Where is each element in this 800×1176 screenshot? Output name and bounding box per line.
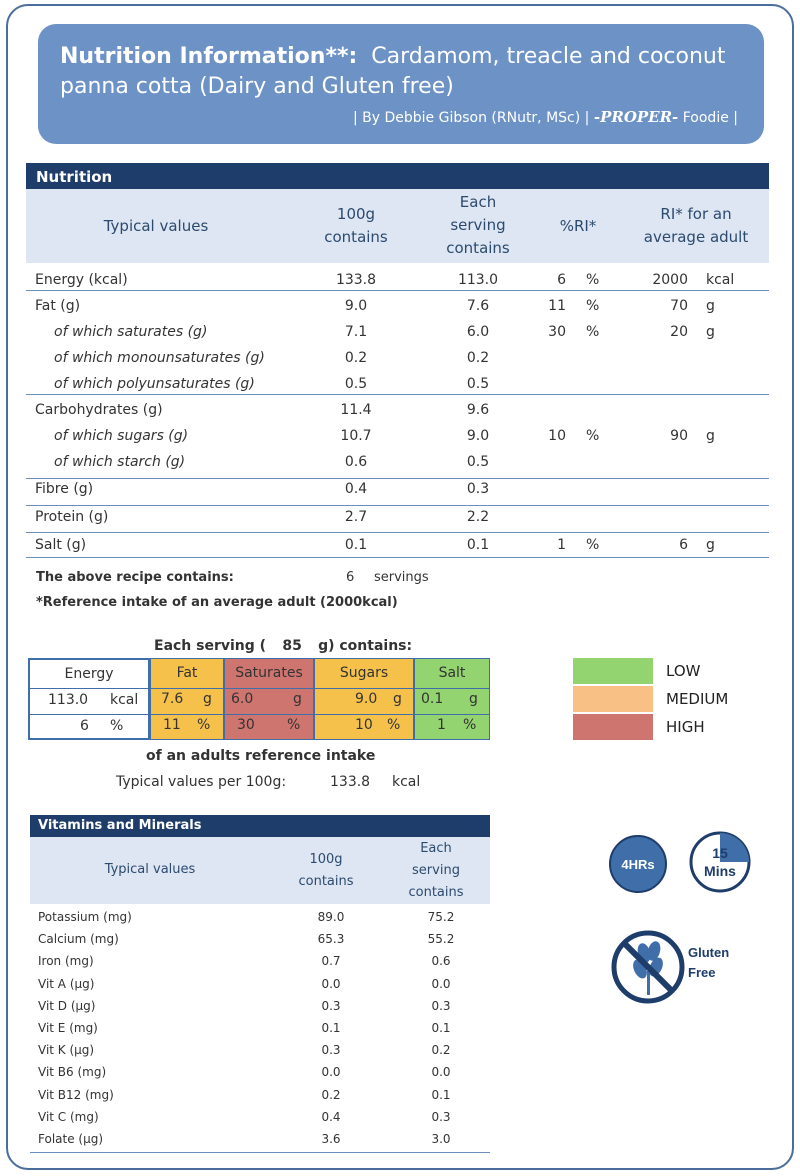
col-serving bbox=[418, 191, 538, 260]
ri-percent: 1 bbox=[557, 537, 566, 553]
vitamin-name: Vit B12 (mg) bbox=[38, 1087, 114, 1102]
percent-sign: % bbox=[586, 428, 600, 444]
vitamin-per-serving: 3.0 bbox=[431, 1132, 451, 1146]
ts-title-post: g) contains: bbox=[318, 638, 413, 654]
traffic-item-percent: 11 bbox=[163, 717, 181, 733]
value-per-serving: 0.3 bbox=[466, 481, 490, 497]
nutrient-name: Fibre (g) bbox=[35, 481, 94, 497]
percent-sign: % bbox=[586, 272, 600, 288]
traffic-item-percent-sign: % bbox=[287, 717, 301, 733]
traffic-item-percent: 10 bbox=[355, 717, 373, 733]
nutrition-row bbox=[26, 454, 769, 474]
vm-col-serving-line1: Each bbox=[420, 841, 452, 856]
traffic-item-value: 9.0 bbox=[355, 691, 378, 707]
nutrient-name: of which sugars (g) bbox=[54, 428, 189, 444]
traffic-item-label: Saturates bbox=[235, 665, 303, 681]
vitamin-row bbox=[38, 1065, 490, 1083]
col-ri-adult bbox=[626, 203, 766, 249]
typical-unit: kcal bbox=[392, 774, 421, 790]
value-per-100g: 0.1 bbox=[344, 537, 368, 553]
svg-text:Mins: Mins bbox=[704, 863, 736, 879]
vm-col-typical: Typical values bbox=[104, 862, 196, 877]
value-per-100g: 0.2 bbox=[344, 350, 368, 366]
brand-logo: -PROPER- bbox=[593, 108, 679, 126]
traffic-footer: of an adults reference intake bbox=[146, 748, 376, 764]
traffic-item-label: Salt bbox=[438, 665, 466, 681]
nutrient-name: of which polyunsaturates (g) bbox=[54, 376, 255, 392]
vitamin-row bbox=[38, 1132, 490, 1150]
nutrient-name: of which starch (g) bbox=[54, 454, 186, 470]
vitamin-per-100g: 0.3 bbox=[321, 998, 341, 1013]
ri-percent: 6 bbox=[557, 272, 566, 288]
vitamins-header: Vitamins and Minerals bbox=[30, 815, 490, 837]
value-per-100g: 0.6 bbox=[344, 454, 368, 470]
ri-reference: 70 bbox=[670, 298, 688, 314]
col-ri-adult-line1: RI* for an bbox=[660, 205, 732, 223]
title-banner bbox=[38, 24, 764, 144]
nutrition-column-headers bbox=[26, 189, 769, 263]
vitamin-row bbox=[38, 1043, 490, 1061]
vitamin-row bbox=[38, 932, 490, 950]
recipe-name-1: Cardamom, treacle and coconut bbox=[371, 44, 726, 69]
servings-value: 6 bbox=[346, 570, 355, 585]
vitamin-per-100g: 0.0 bbox=[321, 1065, 341, 1080]
col-100g-line2: contains bbox=[324, 228, 388, 246]
vitamin-per-100g: 0.7 bbox=[321, 954, 341, 969]
traffic-item-percent-sign: % bbox=[463, 717, 477, 733]
serving-weight: 85 bbox=[282, 638, 302, 654]
vitamin-name: Calcium (mg) bbox=[38, 932, 119, 947]
servings-label: The above recipe contains: bbox=[36, 570, 234, 585]
traffic-item-percent: 1 bbox=[437, 717, 446, 733]
col-serving-line3: contains bbox=[446, 239, 510, 257]
value-per-serving: 9.6 bbox=[466, 402, 490, 418]
energy-label: Energy bbox=[64, 666, 114, 682]
value-per-serving: 0.5 bbox=[466, 376, 490, 392]
energy-value: 113.0 bbox=[48, 692, 89, 708]
col-serving-line2: serving bbox=[450, 216, 506, 234]
vitamin-name: Vit K (µg) bbox=[38, 1043, 95, 1058]
energy-percent-sign: % bbox=[110, 718, 124, 734]
vitamin-name: Vit D (µg) bbox=[38, 998, 96, 1013]
value-per-100g: 0.5 bbox=[344, 376, 368, 392]
vitamin-row bbox=[38, 977, 490, 995]
byline bbox=[353, 108, 738, 126]
nutrition-row bbox=[26, 324, 769, 344]
vitamin-name: Folate (µg) bbox=[38, 1132, 104, 1146]
ri-footnote: *Reference intake of an average adult (2000kcal) bbox=[36, 595, 398, 610]
col-ri-adult-line2: average adult bbox=[643, 228, 749, 246]
traffic-item-value: 6.0 bbox=[231, 691, 254, 707]
time-15mins-icon bbox=[688, 830, 752, 894]
nutrition-row bbox=[26, 481, 769, 501]
nutrient-name: of which saturates (g) bbox=[54, 324, 208, 340]
traffic-light-title bbox=[154, 638, 412, 654]
vitamin-row bbox=[38, 999, 490, 1017]
vitamin-per-100g: 0.3 bbox=[321, 1043, 341, 1058]
traffic-item-label: Fat bbox=[176, 665, 198, 681]
col-100g-line1: 100g bbox=[336, 205, 376, 223]
value-per-100g: 0.4 bbox=[344, 481, 368, 497]
percent-sign: % bbox=[586, 298, 600, 314]
value-per-serving: 0.5 bbox=[466, 454, 490, 470]
nutrition-row bbox=[26, 298, 769, 318]
ri-reference: 90 bbox=[670, 428, 688, 444]
traffic-item-percent-sign: % bbox=[197, 717, 211, 733]
servings-unit: servings bbox=[374, 570, 429, 585]
traffic-item-saturates bbox=[224, 658, 314, 740]
value-per-serving: 9.0 bbox=[466, 428, 490, 444]
vm-col-100g bbox=[276, 849, 376, 893]
value-per-100g: 9.0 bbox=[344, 298, 368, 314]
nutrition-row bbox=[26, 350, 769, 370]
nutrient-name: of which monounsaturates (g) bbox=[54, 350, 265, 366]
vitamin-per-serving: 0.2 bbox=[431, 1043, 451, 1058]
traffic-item-percent-sign: % bbox=[387, 717, 401, 733]
vitamin-per-serving: 0.3 bbox=[431, 1109, 451, 1124]
vitamin-per-serving: 0.1 bbox=[431, 1087, 451, 1102]
row-divider bbox=[26, 394, 769, 395]
nutrition-row bbox=[26, 509, 769, 529]
vm-col-serving bbox=[386, 838, 486, 904]
vitamins-column-headers bbox=[30, 837, 490, 904]
nutrition-row bbox=[26, 376, 769, 396]
nutrient-name: Carbohydrates (g) bbox=[35, 402, 163, 418]
value-per-serving: 6.0 bbox=[466, 324, 490, 340]
traffic-item-value: 7.6 bbox=[161, 691, 184, 707]
nutrient-name: Energy (kcal) bbox=[35, 272, 128, 288]
traffic-divider bbox=[28, 688, 490, 689]
time-4hrs-icon bbox=[608, 834, 668, 894]
vitamin-per-serving: 0.0 bbox=[431, 976, 451, 991]
row-divider bbox=[26, 478, 769, 479]
ri-percent: 11 bbox=[548, 298, 566, 314]
ri-unit: g bbox=[706, 428, 715, 444]
vitamin-name: Vit A (µg) bbox=[38, 976, 95, 991]
value-per-100g: 11.4 bbox=[340, 402, 372, 418]
legend-label: MEDIUM bbox=[666, 690, 729, 708]
svg-text:Free: Free bbox=[688, 965, 716, 980]
traffic-item-unit: g bbox=[469, 691, 478, 707]
title-label: Nutrition Information**: bbox=[60, 44, 358, 69]
vitamins-bottom-rule bbox=[30, 1152, 490, 1153]
vitamin-row bbox=[38, 954, 490, 972]
traffic-item-salt bbox=[414, 658, 490, 740]
vitamin-name: Iron (mg) bbox=[38, 954, 94, 969]
vitamin-row bbox=[38, 1110, 490, 1128]
nutrition-row bbox=[26, 272, 769, 292]
ri-unit: g bbox=[706, 537, 715, 553]
energy-cell bbox=[28, 658, 150, 740]
energy-percent: 6 bbox=[80, 718, 89, 734]
nutrition-header: Nutrition bbox=[26, 163, 769, 189]
byline-brand: Foodie | bbox=[682, 110, 738, 126]
ts-title-pre: Each serving ( bbox=[154, 638, 267, 654]
row-divider bbox=[26, 290, 769, 291]
nutrient-name: Salt (g) bbox=[35, 537, 87, 553]
vitamin-per-100g: 89.0 bbox=[317, 910, 345, 924]
typical-label: Typical values per 100g: bbox=[116, 774, 287, 790]
value-per-100g: 2.7 bbox=[344, 509, 368, 525]
value-per-serving: 0.1 bbox=[466, 537, 490, 553]
vitamin-per-100g: 3.6 bbox=[321, 1132, 341, 1146]
nutrient-name: Fat (g) bbox=[35, 298, 81, 314]
svg-text:4HRs: 4HRs bbox=[621, 857, 655, 872]
vitamin-per-serving: 0.1 bbox=[431, 1021, 451, 1035]
nutrient-name: Protein (g) bbox=[35, 509, 109, 525]
vitamin-per-100g: 0.4 bbox=[321, 1109, 341, 1124]
vitamin-row bbox=[38, 1088, 490, 1106]
value-per-100g: 7.1 bbox=[344, 324, 368, 340]
col-typical-values: Typical values bbox=[103, 217, 209, 235]
traffic-item-unit: g bbox=[203, 691, 212, 707]
byline-author: | By Debbie Gibson (RNutr, MSc) | bbox=[352, 110, 590, 126]
row-divider bbox=[26, 532, 769, 533]
percent-sign: % bbox=[586, 324, 600, 340]
traffic-item-percent: 30 bbox=[237, 717, 255, 733]
vitamin-name: Potassium (mg) bbox=[38, 910, 132, 924]
vitamin-per-100g: 0.2 bbox=[321, 1087, 341, 1102]
value-per-100g: 133.8 bbox=[335, 272, 377, 288]
legend-label: HIGH bbox=[666, 718, 705, 736]
legend-label: LOW bbox=[666, 662, 701, 680]
svg-text:15: 15 bbox=[712, 845, 728, 861]
traffic-item-sugars bbox=[314, 658, 414, 740]
vitamin-per-serving: 55.2 bbox=[427, 932, 455, 947]
traffic-item-label: Sugars bbox=[339, 665, 389, 681]
value-per-100g: 10.7 bbox=[340, 428, 372, 444]
vitamin-name: Vit C (mg) bbox=[38, 1109, 99, 1124]
value-per-serving: 2.2 bbox=[466, 509, 490, 525]
value-per-serving: 0.2 bbox=[466, 350, 490, 366]
vitamin-per-100g: 0.0 bbox=[321, 976, 341, 991]
vm-col-serving-line2: serving bbox=[412, 863, 460, 878]
typical-value: 133.8 bbox=[330, 774, 371, 790]
ri-reference: 2000 bbox=[652, 272, 688, 288]
value-per-serving: 113.0 bbox=[457, 272, 499, 288]
recipe-name-2: panna cotta (Dairy and Gluten free) bbox=[60, 74, 454, 99]
percent-sign: % bbox=[586, 537, 600, 553]
vitamin-row bbox=[38, 1021, 490, 1039]
ri-reference: 6 bbox=[679, 537, 688, 553]
col-ri-percent: %RI* bbox=[559, 217, 597, 235]
vm-col-100g-line1: 100g bbox=[309, 852, 343, 867]
vm-col-100g-line2: contains bbox=[298, 874, 354, 889]
ri-reference: 20 bbox=[670, 324, 688, 340]
traffic-item-unit: g bbox=[393, 691, 402, 707]
nutrition-row bbox=[26, 428, 769, 448]
legend-swatch-high bbox=[573, 714, 653, 740]
nutrition-row bbox=[26, 402, 769, 422]
vitamin-per-serving: 75.2 bbox=[427, 910, 455, 924]
vitamin-per-serving: 0.0 bbox=[431, 1065, 451, 1080]
traffic-item-fat bbox=[150, 658, 224, 740]
nutrition-row bbox=[26, 537, 769, 557]
vm-col-serving-line3: contains bbox=[408, 885, 464, 900]
ri-unit: g bbox=[706, 324, 715, 340]
servings-note bbox=[36, 570, 429, 585]
ri-percent: 10 bbox=[548, 428, 566, 444]
traffic-divider bbox=[28, 714, 490, 715]
svg-text:Gluten: Gluten bbox=[688, 945, 730, 960]
traffic-item-value: 0.1 bbox=[421, 691, 444, 707]
vitamin-per-100g: 65.3 bbox=[317, 932, 345, 947]
col-serving-line1: Each bbox=[459, 193, 497, 211]
legend-swatch-medium bbox=[573, 686, 653, 712]
ri-unit: g bbox=[706, 298, 715, 314]
vitamin-per-serving: 0.3 bbox=[431, 998, 451, 1013]
vitamin-name: Vit B6 (mg) bbox=[38, 1065, 107, 1080]
typical-per-100g bbox=[116, 774, 436, 790]
row-divider bbox=[26, 505, 769, 506]
ri-unit: kcal bbox=[706, 272, 735, 288]
title-line-1 bbox=[60, 42, 742, 72]
col-100g bbox=[296, 203, 416, 249]
vitamin-per-100g: 0.1 bbox=[321, 1021, 341, 1035]
vitamin-name: Vit E (mg) bbox=[38, 1021, 98, 1035]
gluten-free-icon bbox=[610, 927, 740, 1007]
legend-swatch-low bbox=[573, 658, 653, 684]
value-per-serving: 7.6 bbox=[466, 298, 490, 314]
energy-unit: kcal bbox=[110, 692, 139, 708]
row-divider bbox=[26, 557, 769, 558]
vitamin-per-serving: 0.6 bbox=[431, 954, 451, 969]
traffic-item-unit: g bbox=[293, 691, 302, 707]
vitamin-row bbox=[38, 910, 490, 928]
ri-percent: 30 bbox=[548, 324, 566, 340]
